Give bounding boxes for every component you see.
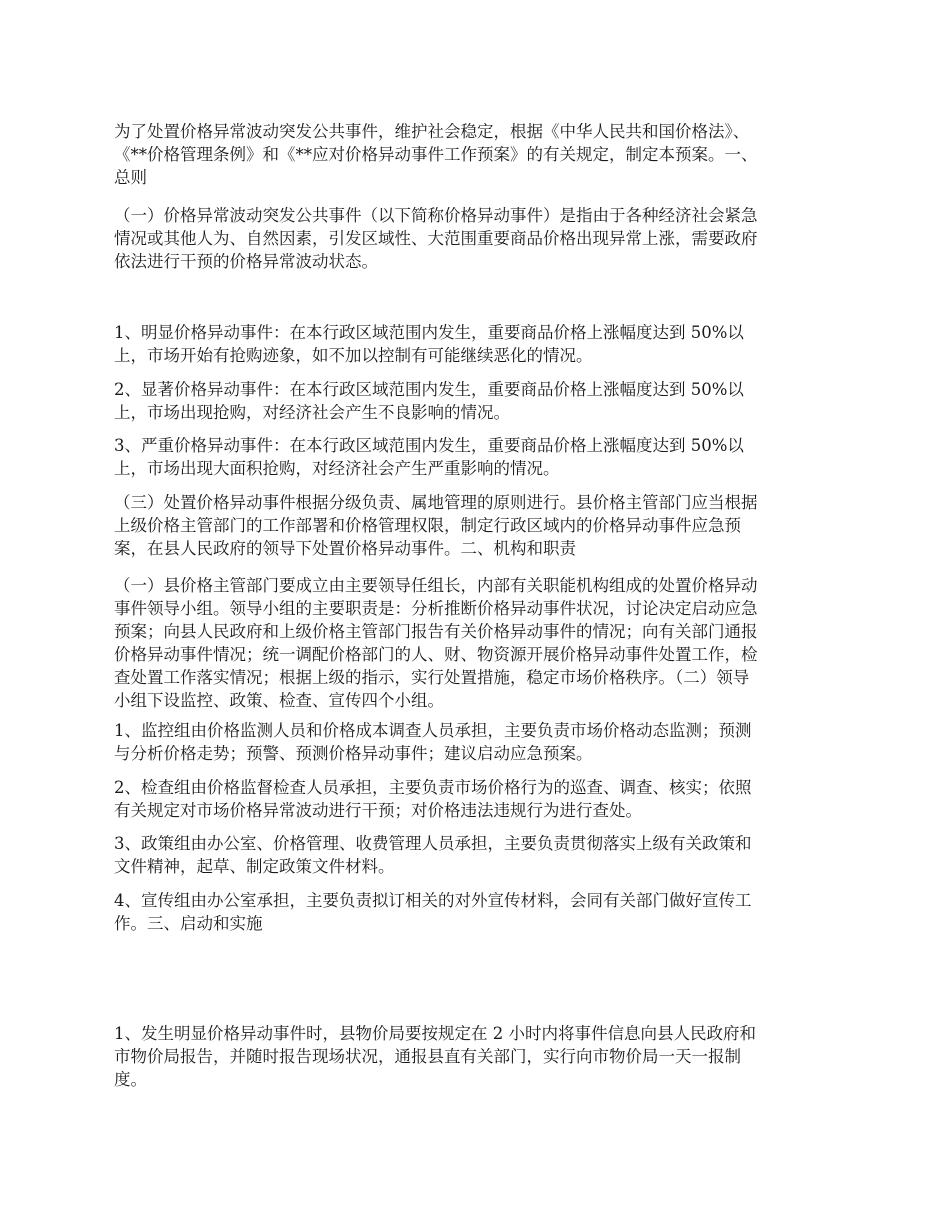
paragraph-principle [114, 491, 834, 560]
text-line: 2、显著价格异动事件：在本行政区域范围内发生，重要商品价格上涨幅度达到 50%以 [114, 380, 744, 399]
text-line: 价格异动事件情况；统一调配价格部门的人、财、物资源开展价格异动事件处置工作，检 [114, 645, 758, 664]
text-line: （一）价格异常波动突发公共事件（以下简称价格异动事件）是指由于各种经济社会紧急 [114, 206, 758, 225]
text-line: 总则 [114, 168, 147, 187]
text-line: 情况或其他人为、自然因素，引发区域性、大范围重要商品价格出现异常上涨，需要政府 [114, 229, 758, 248]
paragraph-policy-group [114, 832, 834, 878]
paragraph-monitoring-group [114, 719, 834, 765]
text-line: 3、政策组由办公室、价格管理、收费管理人员承担，主要负责贯彻落实上级有关政策和 [114, 834, 752, 853]
text-line: 3、严重价格异动事件：在本行政区域范围内发生，重要商品价格上涨幅度达到 50%以 [114, 436, 744, 455]
text-line: 事件领导小组。领导小组的主要职责是：分析推断价格异动事件状况，讨论决定启动应急 [114, 599, 758, 618]
text-line: 为了处置价格异常波动突发公共事件，维护社会稳定，根据《中华人民共和国价格法》、 [114, 122, 750, 141]
text-line: 预案；向县人民政府和上级价格主管部门报告有关价格异动事件的情况；向有关部门通报 [114, 622, 758, 641]
paragraph-level-2 [114, 378, 834, 424]
text-line: 上，市场开始有抢购迹象，如不加以控制有可能继续恶化的情况。 [114, 346, 593, 365]
paragraph-intro [114, 120, 834, 189]
paragraph-publicity-group [114, 889, 834, 935]
paragraph-level-3 [114, 434, 834, 480]
text-line: 查处置工作落实情况；根据上级的指示，实行处置措施，稳定市场价格秩序。（二）领导 [114, 668, 750, 687]
text-line: 1、明显价格异动事件：在本行政区域范围内发生，重要商品价格上涨幅度达到 50%以 [114, 323, 744, 342]
text-line: 上级价格主管部门的工作部署和价格管理权限，制定行政区域内的价格异动事件应急预 [114, 516, 741, 535]
text-line: 小组下设监控、政策、检查、宣传四个小组。 [114, 691, 444, 710]
text-line: （一）县价格主管部门要成立由主要领导任组长，内部有关职能机构组成的处置价格异动 [114, 576, 758, 595]
text-line: 上，市场出现抢购，对经济社会产生不良影响的情况。 [114, 403, 510, 422]
text-line: （三）处置价格异动事件根据分级负责、属地管理的原则进行。县价格主管部门应当根据 [114, 493, 758, 512]
text-line: 作。三、启动和实施 [114, 914, 263, 933]
paragraph-leadership-group [114, 574, 834, 712]
text-line: 市物价局报告，并随时报告现场状况，通报县直有关部门，实行向市物价局一天一报制 [114, 1047, 741, 1066]
text-line: 2、检查组由价格监督检查人员承担，主要负责市场价格行为的巡查、调查、核实；依照 [114, 778, 752, 797]
paragraph-definition [114, 204, 834, 273]
text-line: 有关规定对市场价格异常波动进行干预；对价格违法违规行为进行查处。 [114, 801, 642, 820]
text-line: 1、发生明显价格异动事件时，县物价局要按规定在 2 小时内将事件信息向县人民政府和 [114, 1024, 756, 1043]
text-line: 4、宣传组由办公室承担，主要负责拟订相关的对外宣传材料，会同有关部门做好宣传工 [114, 891, 752, 910]
paragraph-inspection-group [114, 776, 834, 822]
text-line: 与分析价格走势；预警、预测价格异动事件；建议启动应急预案。 [114, 744, 593, 763]
paragraph-level-1 [114, 321, 834, 367]
text-line: 度。 [114, 1070, 147, 1089]
text-line: 上，市场出现大面积抢购，对经济社会产生严重影响的情况。 [114, 459, 560, 478]
text-line: 依法进行干预的价格异常波动状态。 [114, 252, 378, 271]
text-line: 《**价格管理条例》和《**应对价格异动事件工作预案》的有关规定，制定本预案。一、 [114, 145, 758, 164]
paragraph-response-level-1 [114, 1022, 834, 1091]
text-line: 文件精神，起草、制定政策文件材料。 [114, 857, 395, 876]
text-line: 1、监控组由价格监测人员和价格成本调查人员承担，主要负责市场价格动态监测；预测 [114, 721, 752, 740]
text-line: 案，在县人民政府的领导下处置价格异动事件。二、机构和职责 [114, 539, 576, 558]
